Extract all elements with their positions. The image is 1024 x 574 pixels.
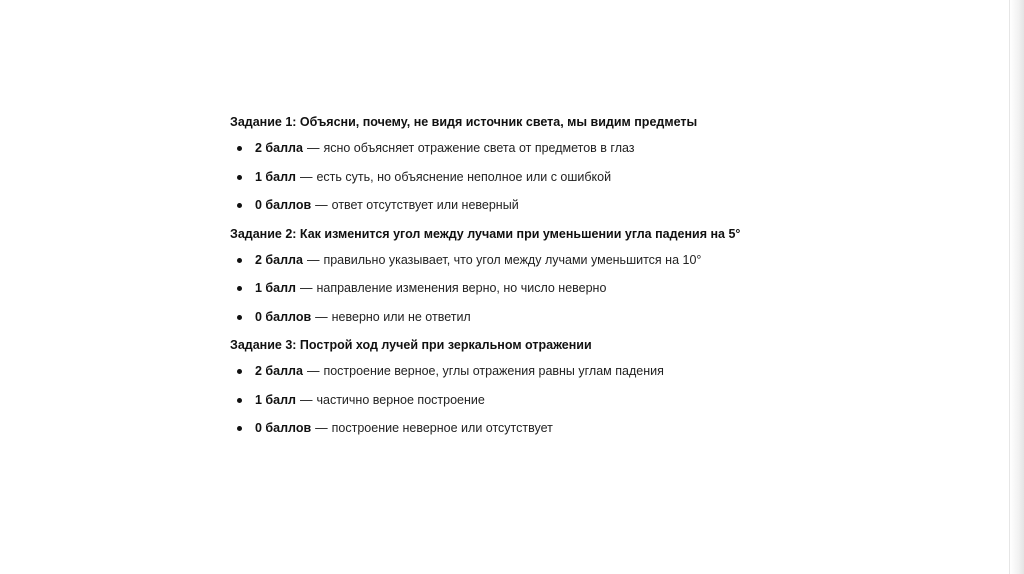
criterion-item (230, 251, 850, 269)
criterion-score: 0 баллов (255, 421, 312, 435)
criterion-score: 2 балла (255, 364, 303, 378)
task-title: Задание 3: Построй ход лучей при зеркальном отражении (230, 338, 592, 352)
criterion-item (230, 391, 850, 409)
criteria-list (230, 251, 850, 326)
criterion-description: построение неверное или отсутствует (331, 421, 553, 435)
criterion-score: 0 баллов (255, 309, 312, 324)
task-block (230, 113, 850, 214)
criterion-description: направление изменения верно, но число неверно (316, 281, 607, 295)
criterion-score: 0 баллов (255, 198, 312, 212)
bullet-icon (237, 203, 242, 208)
bullet-icon (237, 398, 242, 403)
criterion-score: 1 балл (255, 392, 296, 407)
criterion-item (230, 362, 850, 380)
criterion-score: 1 балл (255, 169, 296, 184)
criterion-item (230, 196, 850, 214)
criterion-item (230, 168, 850, 186)
criterion-dash: — (315, 421, 328, 435)
criterion-dash: — (299, 281, 313, 295)
criterion-description: ответ отсутствует или неверный (331, 198, 519, 212)
criterion-score: 2 балла (255, 252, 303, 267)
criterion-description: есть суть, но объяснение неполное или с ошибкой (316, 169, 612, 184)
criterion-dash: — (306, 252, 320, 267)
task-block (230, 336, 850, 437)
criterion-dash: — (315, 309, 328, 324)
bullet-icon (237, 175, 242, 180)
criterion-item (230, 139, 850, 157)
criterion-score: 1 балл (255, 281, 296, 295)
task-block (230, 225, 850, 326)
criterion-item (230, 279, 850, 297)
criterion-dash: — (306, 364, 320, 378)
criterion-dash: — (299, 169, 313, 184)
grading-criteria (230, 113, 850, 448)
task-title: Задание 2: Как изменится угол между лучами при уменьшении угла падения на 5° (230, 226, 741, 241)
bullet-icon (237, 315, 242, 320)
criterion-dash: — (299, 392, 313, 407)
slide-edge (1009, 0, 1024, 574)
criteria-list (230, 139, 850, 214)
criterion-item (230, 419, 850, 437)
bullet-icon (237, 286, 242, 291)
criterion-description: правильно указывает, что угол между лучами уменьшится на 10° (323, 252, 702, 267)
criterion-description: построение верное, углы отражения равны углам падения (323, 364, 664, 378)
criteria-list (230, 362, 850, 437)
bullet-icon (237, 369, 242, 374)
bullet-icon (237, 258, 242, 263)
criterion-item (230, 308, 850, 326)
bullet-icon (237, 426, 242, 431)
task-title: Задание 1: Объясни, почему, не видя источник света, мы видим предметы (230, 115, 698, 129)
criterion-score: 2 балла (255, 141, 303, 155)
criterion-dash: — (315, 198, 328, 212)
criterion-description: неверно или не ответил (331, 309, 471, 324)
criterion-description: частично верное построение (316, 392, 485, 407)
criterion-description: ясно объясняет отражение света от предметов в глаз (323, 141, 635, 155)
criterion-dash: — (306, 141, 320, 155)
bullet-icon (237, 146, 242, 151)
